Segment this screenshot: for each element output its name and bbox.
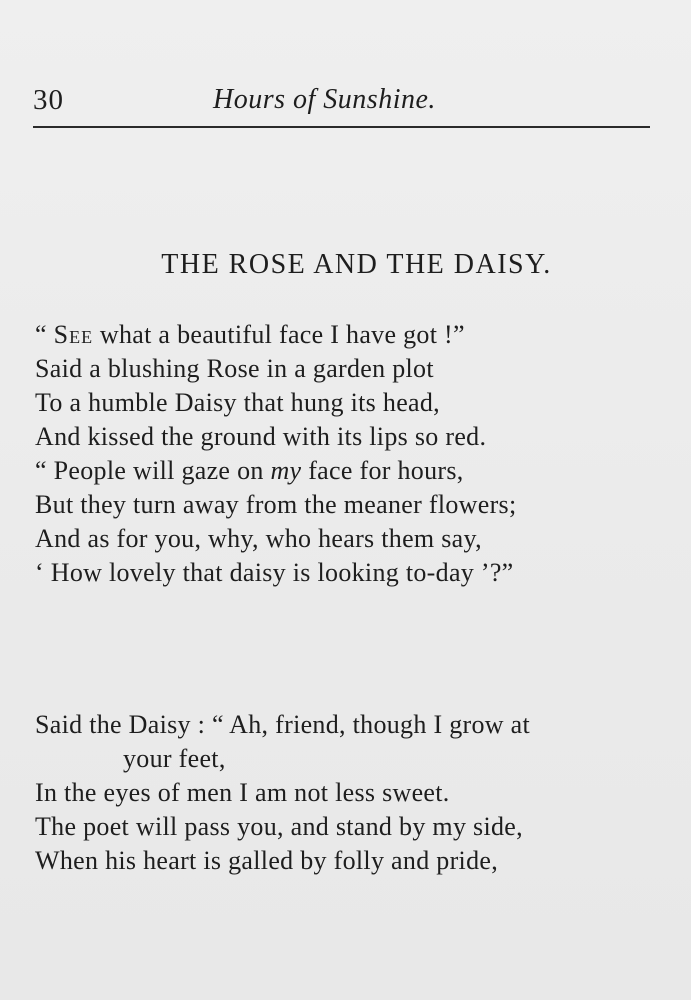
- stanza-2: [35, 708, 665, 878]
- poem-line: [35, 318, 665, 352]
- poem-line: Said a blushing Rose in a garden plot: [35, 354, 434, 383]
- poem-line: In the eyes of men I am not less sweet.: [35, 778, 450, 807]
- running-head: [33, 80, 653, 124]
- small-caps-word: See: [53, 320, 94, 349]
- poem-line: The poet will pass you, and stand by my side,: [35, 812, 523, 841]
- page-number: 30: [33, 84, 64, 116]
- book-title: Hours of Sunshine.: [213, 84, 436, 115]
- poem-line: Said the Daisy : “ Ah, friend, though I grow at: [35, 710, 531, 739]
- poem-line: When his heart is galled by folly and pride,: [35, 846, 499, 875]
- line-text: “ People will gaze on: [35, 456, 271, 485]
- italic-word: my: [270, 456, 302, 485]
- line-text: what a beautiful face I have got !”: [93, 320, 465, 349]
- poem-line: And as for you, why, who hears them say,: [35, 524, 482, 553]
- line-text: “: [35, 320, 54, 349]
- poem-line: To a humble Daisy that hung its head,: [35, 388, 440, 417]
- poem-title: THE ROSE AND THE DAISY.: [161, 249, 552, 280]
- poem-line: But they turn away from the meaner flowers;: [35, 490, 517, 519]
- poem-line: [35, 454, 665, 488]
- poem-line-continuation: your feet,: [123, 744, 226, 773]
- stanza-1: [35, 318, 665, 590]
- line-text: face for hours,: [301, 456, 464, 485]
- poem-line: ‘ How lovely that daisy is looking to-day ’?”: [35, 558, 514, 587]
- poem-line: And kissed the ground with its lips so red.: [35, 422, 487, 451]
- header-rule: [33, 126, 650, 128]
